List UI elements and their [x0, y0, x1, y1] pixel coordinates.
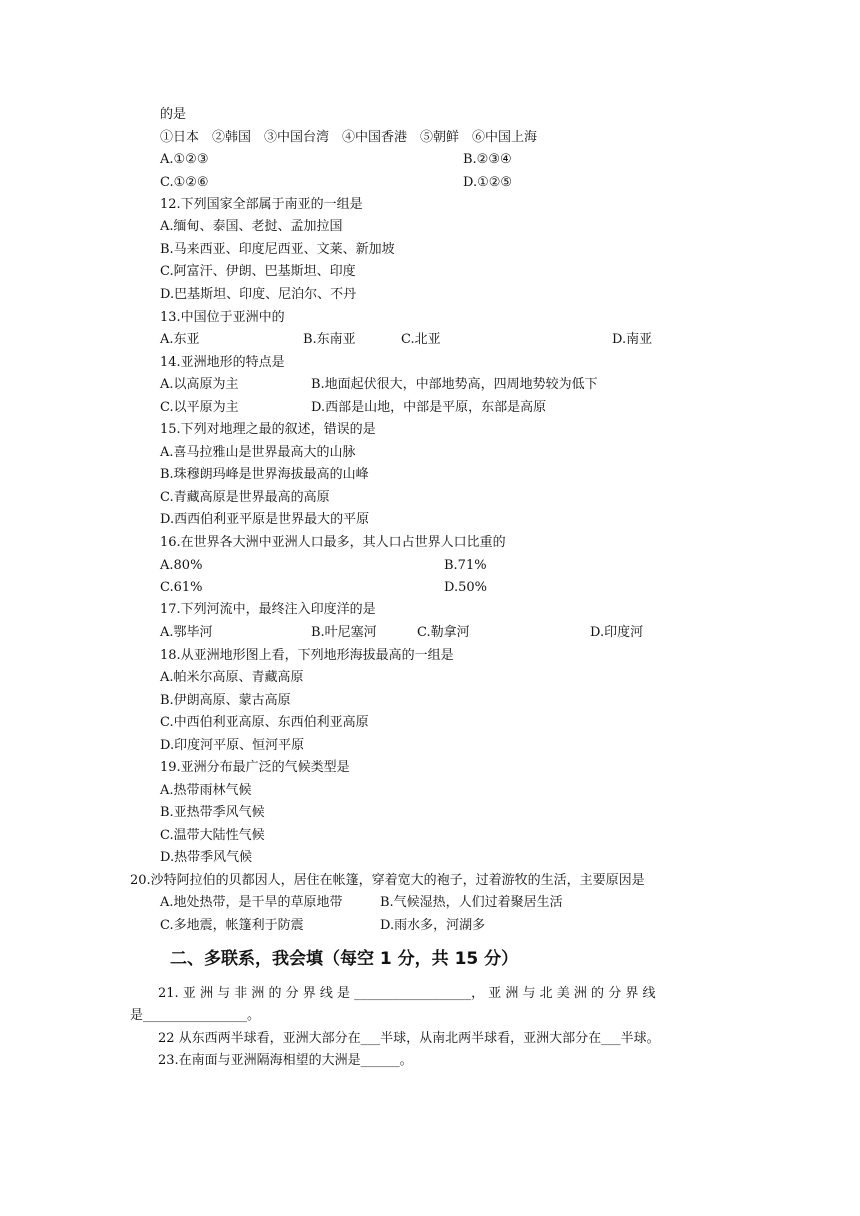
q11-option-a: A.①②③ — [160, 152, 209, 167]
section-2-heading: 二、多联系，我会填（每空 1 分，共 15 分） — [170, 949, 519, 969]
q11-option-b: B.②③④ — [463, 152, 512, 167]
q19-option-c: C.温带大陆性气候 — [160, 828, 265, 843]
q14-stem: 14.亚洲地形的特点是 — [160, 355, 285, 370]
q13-option-b: B.东南亚 — [303, 332, 356, 347]
q20-option-b: B.气候湿热，人们过着聚居生活 — [380, 895, 563, 910]
intro-places: ①日本 ②韩国 ③中国台湾 ④中国香港 ⑤朝鲜 ⑥中国上海 — [160, 130, 538, 145]
q12-option-b: B.马来西亚、印度尼西亚、文莱、新加坡 — [160, 242, 395, 257]
q18-option-d: D.印度河平原、恒河平原 — [160, 738, 305, 753]
q12-option-a: A.缅甸、泰国、老挝、孟加拉国 — [160, 219, 343, 234]
q19-option-b: B.亚热带季风气候 — [160, 805, 265, 820]
q16-stem: 16.在世界各大洲中亚洲人口最多，其人口占世界人口比重的 — [160, 535, 506, 550]
q20-option-d: D.雨水多，河湖多 — [380, 918, 486, 933]
q21-line-2: 是________________。 — [130, 1008, 261, 1023]
q18-stem: 18.从亚洲地形图上看，下列地形海拔最高的一组是 — [160, 648, 454, 663]
q17-option-c: C.勒拿河 — [417, 625, 470, 640]
q17-option-d: D.印度河 — [590, 625, 644, 640]
q15-option-d: D.西西伯利亚平原是世界最大的平原 — [160, 512, 370, 527]
q11-option-c: C.①②⑥ — [160, 175, 209, 190]
q11-option-d: D.①②⑤ — [463, 175, 513, 190]
q18-option-a: A.帕米尔高原、青藏高原 — [160, 670, 304, 685]
q15-option-b: B.珠穆朗玛峰是世界海拔最高的山峰 — [160, 467, 369, 482]
q20-option-c: C.多地震，帐篷利于防震 — [160, 918, 304, 933]
q19-option-d: D.热带季风气候 — [160, 850, 253, 865]
q12-option-d: D.巴基斯坦、印度、尼泊尔、不丹 — [160, 287, 357, 302]
q14-option-c: C.以平原为主 — [160, 400, 239, 415]
q14-option-a: A.以高原为主 — [160, 377, 239, 392]
q20-option-a: A.地处热带，是干旱的草原地带 — [160, 895, 343, 910]
q13-option-a: A.东亚 — [160, 332, 200, 347]
q20-stem: 20.沙特阿拉伯的贝都因人，居住在帐篷，穿着宽大的袍子，过着游牧的生活，主要原因是 — [130, 873, 645, 888]
q15-stem: 15.下列对地理之最的叙述，错误的是 — [160, 422, 376, 437]
q18-option-b: B.伊朗高原、蒙古高原 — [160, 693, 291, 708]
q12-stem: 12.下列国家全部属于南亚的一组是 — [160, 197, 363, 212]
q13-option-c: C.北亚 — [401, 332, 441, 347]
q12-option-c: C.阿富汗、伊朗、巴基斯坦、印度 — [160, 264, 356, 279]
intro-line: 的是 — [160, 107, 187, 122]
q21-line-1: 21. 亚 洲 与 非 洲 的 分 界 线 是 __________________， 亚 洲 与 北 美 洲 的 分 界 线 — [158, 986, 656, 1001]
q15-option-c: C.青藏高原是世界最高的高原 — [160, 490, 330, 505]
q18-option-c: C.中西伯利亚高原、东西伯利亚高原 — [160, 715, 369, 730]
q16-option-b: B.71% — [444, 558, 487, 573]
q13-option-d: D.南亚 — [612, 332, 653, 347]
q22-text: 22 从东西两半球看，亚洲大部分在___半球，从南北两半球看，亚洲大部分在___半球。 — [158, 1031, 660, 1046]
q17-stem: 17.下列河流中，最终注入印度洋的是 — [160, 602, 376, 617]
q23-text: 23.在南面与亚洲隔海相望的大洲是______。 — [158, 1053, 413, 1068]
q19-stem: 19.亚洲分布最广泛的气候类型是 — [160, 760, 350, 775]
q16-option-a: A.80% — [160, 558, 203, 573]
q19-option-a: A.热带雨林气候 — [160, 783, 252, 798]
q16-option-c: C.61% — [160, 580, 203, 595]
q14-option-d: D.西部是山地，中部是平原，东部是高原 — [311, 400, 547, 415]
q16-option-d: D.50% — [444, 580, 487, 595]
q17-option-a: A.鄂毕河 — [160, 625, 213, 640]
q14-option-b: B.地面起伏很大，中部地势高，四周地势较为低下 — [311, 377, 598, 392]
q15-option-a: A.喜马拉雅山是世界最高大的山脉 — [160, 445, 356, 460]
q13-stem: 13.中国位于亚洲中的 — [160, 310, 285, 325]
q17-option-b: B.叶尼塞河 — [311, 625, 377, 640]
